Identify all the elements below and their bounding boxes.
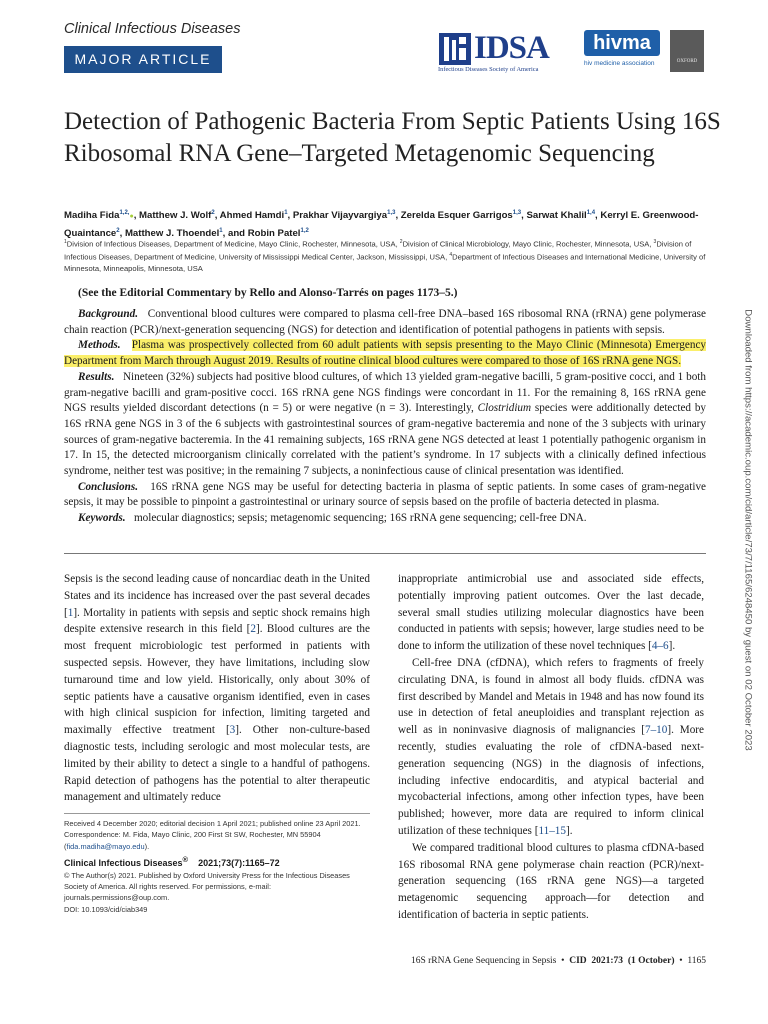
editorial-commentary-note: (See the Editorial Commentary by Rello and Alonso-Tarrés on pages 1173–5.) [78,287,458,299]
citation-link[interactable]: 7–10 [644,724,668,737]
author-affiliation-marker: 2 [211,210,215,216]
idsa-logo [436,30,574,74]
idsa-wordmark: IDSA [474,30,549,66]
running-title: 16S rRNA Gene Sequencing in Sepsis [410,956,557,966]
footnote-divider [64,813,370,814]
download-watermark: Downloaded from https://academic.oup.com/cid/article/73/7/1165/6248450 by guest on 02 October 2023 [742,309,754,751]
author-name: Kerryl E. Greenwood-Quaintance [64,210,699,240]
author-affiliation-marker: 1,3 [387,210,396,216]
author-affiliation-marker: 1 [219,228,223,235]
abstract-keywords: Keywords. molecular diagnostics; sepsis; metagenomic sequencing; 16S rRNA gene sequencing; cell-free DNA. [78,512,587,525]
footnotes [64,818,370,915]
page-footer: 16S rRNA Gene Sequencing in Sepsis • CID 2021:73 (1 October) • 1165 [410,956,706,966]
author-affiliation-marker: 2 [116,228,120,235]
citation-link[interactable]: 3 [229,724,236,737]
journal-name: Clinical Infectious Diseases [64,21,241,37]
citation-link[interactable]: 11–15 [538,824,566,837]
hivma-subtitle: hiv medicine association [584,60,655,67]
citation-line: Clinical Infectious Diseases® 2021;73(7):1165–72 [64,855,280,869]
idsa-emblem-icon [438,32,472,66]
abstract [64,307,706,527]
abstract-background: Background. Conventional blood cultures were compared to plasma cell-free DNA–based 16S ribosomal RNA (rRNA) gene polymerase chain reaction (PCR)/next-generation sequencing (NGS) for detection and identification of potential pathogens in patients with sepsis. [64,308,707,336]
oxford-logo: OXFORD [670,30,704,72]
idsa-subtitle: Infectious Diseases Society of America [438,66,539,73]
email-link[interactable]: fida.madiha@mayo.edu [66,841,145,851]
intro-paragraph-1-cont: inappropriate antimicrobial use and associated side effects, potentially improving patient outcomes. Over the last decade, several small studies utilizing molecular diagnostics have been conducted in patients with sepsis; however, large studies need to be done to inform the utilization of these novel techniques [4–6]. [398,573,704,653]
hivma-wordmark: hivma [584,30,660,56]
orcid-icon[interactable]: ● [129,213,134,221]
author-affiliation-marker: 1 [284,210,288,216]
abstract-conclusions: Conclusions. 16S rRNA gene NGS may be useful for detecting bacteria in plasma of septic patients. In some cases of gram-negative sepsis, it may be possible to pinpoint a gastrointestinal or urinary source of sepsis based on the profile of bacteria detected in plasma. [64,480,707,509]
highlighted-text: Plasma was prospectively collected from 60 adult patients with sepsis presenting to the Mayo Clinic (Minnesota) Emergency Department from March through August 2019. Results of routine clinical blood cultures were compared to those of 16S rRNA gene NGS. [64,339,707,368]
author-list: Madiha Fida$^{1,2,}$●, Matthew J. Wolf$^2$, Ahmed Hamdi$^1$, Prakhar Vijayvargiya$^{1,3}$, Zerelda Esquer Garrigos$^{1,3}$, Sarwat Khalil$^{1,4}$, Kerryl E. Greenwood-Quaintance$^2$, Matthew J. Thoendel$^1$, and Robin Patel$^{1,2}$ [64,210,699,240]
copyright: © The Author(s) 2021. Published by Oxford University Press for the Infectious Diseases Society of America. All rights reserved. For permissions, e-mail: journals.permissions@oup.com. [64,870,350,903]
intro-paragraph-1: Sepsis is the second leading cause of noncardiac death in the United States and its incidence has increased over the past several decades [1]. Mortality in patients with sepsis and septic shock remains high despite extensive research in this field [2]. Blood cultures are the most frequent microbiologic test performed in patients with suspected sepsis. However, they have limitations, including slow turnaround time and low yield. Historically, only about 30% of septic patients have a causative organism identified, even in cases with high clinical suspicion for infection, limiting targeted and maximally effective treatment [3]. Other non-culture-based diagnostic tests, including serologic and most molecular tests, are limited by their ability to detect a single to a handful of pathogens. Rapid detection of pathogens has the potential to alter therapeutic management and ultimately reduce [64,573,370,804]
hivma-logo [584,30,662,74]
page-number: 1165 [687,956,706,966]
received-dates: Received 4 December 2020; editorial decision 1 April 2021; published online 23 April 2021. [64,819,361,828]
abstract-results: Results. Nineteen (32%) subjects had positive blood cultures, of which 13 yielded gram-negative bacilli, 5 gram-positive cocci, and 1 both gram-negative bacilli and gram-positive cocci. 16S rRNA gene NGS findings were concordant in 11. For the remaining 8, 16S rRNA gene NGS results yielded discordant detections (n = 5) or were negative (n = 3). Interestingly, Clostridium species were additionally detected by 16S rRNA gene NGS in 3 of the 6 subjects with gastrointestinal sources of gram-negative bacteremia and none of the 3 subjects with urinary sources of gram-negative bacteremia. In the 41 remaining subjects, 16S rRNA gene NGS detected at least 1 potentially pathogenic organism in 17. In 15, the detected microorganism clinically correlated with the patient’s syndrome. In 17 subjects with a clinically defined infectious syndrome, neither test was positive; in the remaining 7 subjects, a noninfectious cause of clinical presentation was identified. [64,370,707,478]
author-affiliation-marker: 1,3 [512,210,522,216]
citation-link[interactable]: 4–6 [651,640,669,653]
author-name: Zerelda Esquer Garrigos [400,210,513,222]
author-affiliation-marker: 1,2 [300,228,309,235]
correspondence: Correspondence: M. Fida, Mayo Clinic, 200 First St SW, Rochester, MN 55904 (fida.madiha@mayo.edu). [64,830,321,851]
abstract-methods: Methods. Plasma was prospectively collected from 60 adult patients with sepsis presenting to the Mayo Clinic (Minnesota) Emergency Department from March through August 2019. Results of routine clinical blood cultures were compared to those of 16S rRNA gene NGS. [64,339,707,368]
citation-link[interactable]: 1 [67,606,74,619]
body-column-left [64,571,370,806]
author-affiliation-marker: 1,4 [586,210,596,216]
body-column-right [398,571,704,924]
doi: DOI: 10.1093/cid/ciab349 [64,904,148,914]
author-name: and Robin Patel [227,228,301,240]
author-name: Madiha Fida [64,210,120,222]
article-type-banner: MAJOR ARTICLE [64,46,222,73]
affiliations: $^1$Division of Infectious Diseases, Department of Medicine, Mayo Clinic, Rochester, Minnesota, USA, $^2$Division of Clinical Microbiology, Mayo Clinic, Rochester, Minnesota, USA, $^3$Division of Infectious Diseases, Department of Medicine, University of Mississippi Medical Center, Jackson, Mississippi, USA, $^4$Department of Infectious Diseases and International Medicine, University of Minnesota, Minneapolis, Minnesota, USA [64,239,706,274]
intro-paragraph-2: Cell-free DNA (cfDNA), which refers to fragments of freely circulating DNA, is found in almost all body fluids. cfDNA was first described by Mandel and Metais in 1948 and has now found its use in detection of fetal aneuploidies and transplant rejection as well as in noninvasive diagnosis of malignancies [7–10]. More recently, studies evaluating the role of cfDNA-based next-generation sequencing (NGS) in the diagnosis of infections, including infective endocarditis, and atypical bacterial and mycobacterial infections, among other infection types, have been published; however, more data are required to inform clinical utilization of these techniques [11–15]. [398,656,704,837]
author-name: Sarwat Khalil [526,210,587,222]
abstract-divider [64,553,706,554]
author-name: Matthew J. Thoendel [124,228,220,240]
author-name: Prakhar Vijayvargiya [292,210,388,222]
citation-link[interactable]: 2 [250,623,256,636]
intro-paragraph-3: We compared traditional blood cultures to plasma cfDNA-based 16S ribosomal RNA gene polymerase chain reaction (PCR)/next-generation sequencing (16S rRNA gene NGS)—a targeted metagenomic sequencing approach—for detection and identification of bacteria in septic patients. [398,841,704,921]
article-title: Detection of Pathogenic Bacteria From Septic Patients Using 16S Ribosomal RNA Gene–Targeted Metagenomic Sequencing [64,108,721,167]
author-name: Ahmed Hamdi [219,210,285,222]
author-name: Matthew J. Wolf [139,210,212,222]
author-affiliation-marker: 1,2, [119,210,130,216]
